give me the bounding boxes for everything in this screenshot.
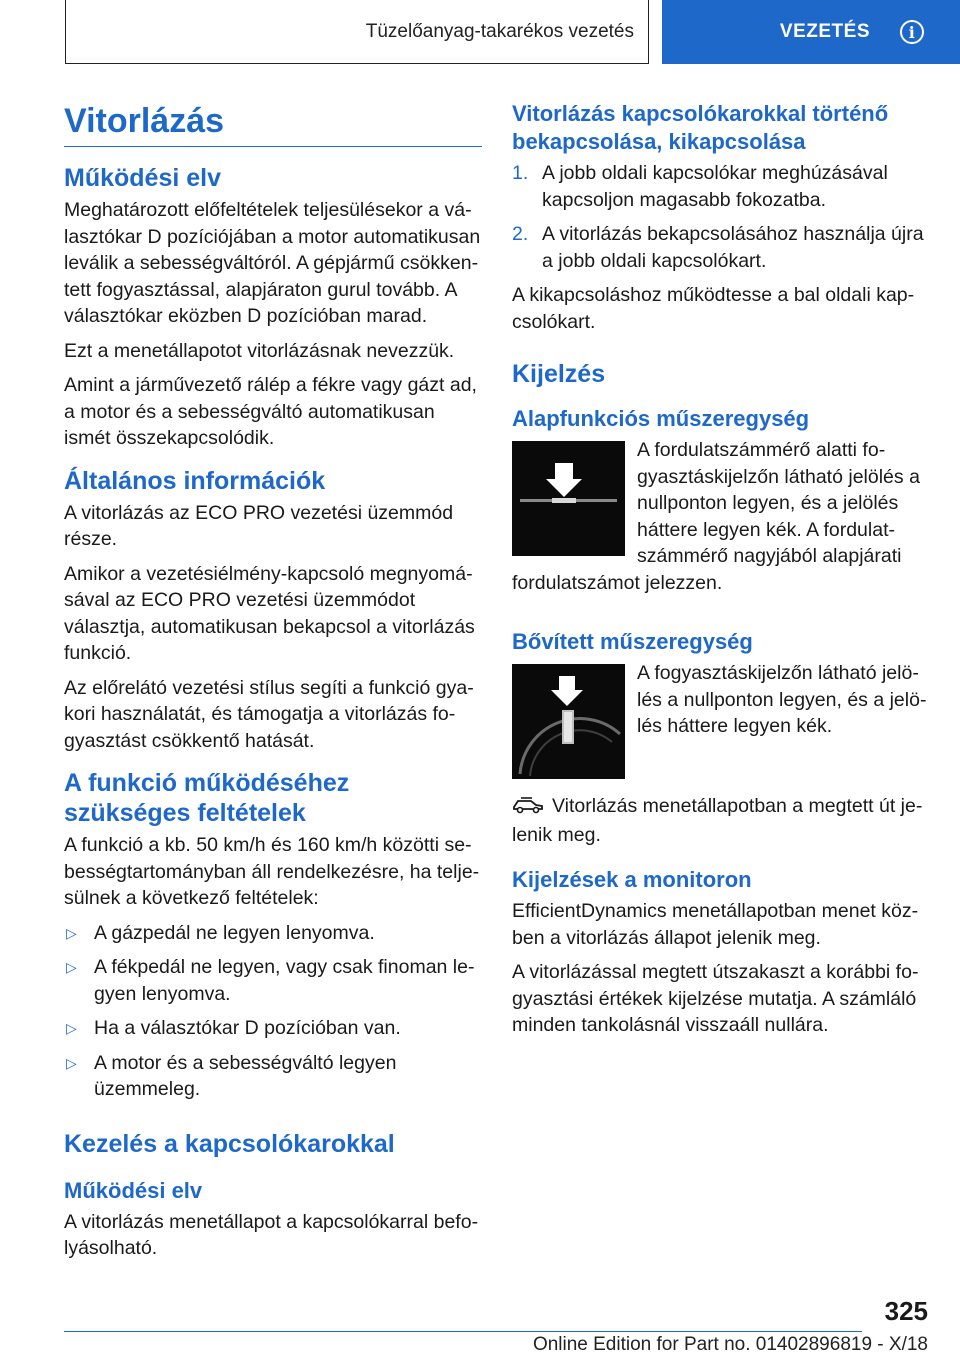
- list-item: 2. A vitorlázás bekapcsolásához használja újra a jobb oldali kapcsolókart.: [512, 223, 924, 272]
- gauge-arrow-icon: [512, 664, 625, 779]
- left-column: [64, 96, 482, 1270]
- list-item: ▷ A fékpedál ne legyen, vagy csak finoman legyen lenyomva.: [66, 956, 475, 1005]
- coasting-car-icon: [512, 794, 544, 822]
- bullet-triangle-icon: ▷: [66, 1020, 77, 1036]
- heading-feltetelek: A funkció működéséhez szükséges feltételek: [64, 769, 350, 827]
- paragraph: A vitorlázás menetállapot a kapcsolókarral befolyásolható.: [64, 1210, 479, 1259]
- header-chapter-tab[interactable]: [662, 0, 960, 64]
- heading-kijelzesek-monitoron: Kijelzések a monitoron: [512, 867, 752, 892]
- paragraph: A vitorlázás az ECO PRO vezetési üzemmód része.: [64, 501, 454, 550]
- heading-kezeles: Kezelés a kapcsolókarokkal: [64, 1129, 395, 1158]
- chapter-label: VEZETÉS: [779, 21, 870, 42]
- edition-footer: Online Edition for Part no. 01402896819 - X/18: [532, 1334, 928, 1355]
- paragraph: EfficientDynamics menetállapotban menet közben a vitorlázás állapot jelenik meg.: [512, 900, 919, 949]
- footer-divider: [64, 1331, 862, 1332]
- bullet-triangle-icon: ▷: [66, 959, 77, 975]
- paragraph: Az előrelátó vezetési stílus segíti a funkció gyakori használatát, és támogatja a vitorlázás fogyasztást csökkentő hatását.: [64, 676, 474, 752]
- page-number: 325: [884, 1296, 928, 1326]
- arrow-down-icon: [512, 441, 625, 556]
- paragraph: A fordulatszámmérő alatti fogyasztáskijelzőn látható jelölés a nullponton legyen, és a jelölés háttere legyen kék. A fordulatszámmérő nagyjából alapjárati fordulatszámot jelezzen.: [512, 439, 920, 594]
- heading-altalanos-informaciok: Általános információk: [64, 466, 326, 495]
- heading-kapcsolokar-be-ki: Vitorlázás kapcsolókarokkal történő bekapcsolása, kikapcsolása: [512, 101, 889, 154]
- extended-cluster-image: [512, 664, 625, 779]
- right-column: [512, 96, 928, 1047]
- list-item: ▷ A gázpedál ne legyen lenyomva.: [64, 920, 482, 947]
- section-title-text: Tüzelőanyag-takarékos vezetés: [365, 20, 634, 42]
- paragraph: A kikapcsoláshoz működtesse a bal oldali kapcsolókart.: [512, 284, 915, 333]
- list-item: ▷ Ha a választókar D pozícióban van.: [64, 1015, 482, 1042]
- list-item: ▷ A motor és a sebességváltó legyen üzemmeleg.: [66, 1051, 397, 1100]
- heading-mukodesi-elv: Működési elv: [64, 164, 221, 192]
- paragraph: Amikor a vezetésiélmény-kapcsoló megnyomásával az ECO PRO vezetési üzemmódot választja, automatikusan bekapcsol a vitorlázás funkció.: [64, 562, 475, 664]
- list-item: 1. A jobb oldali kapcsolókar meghúzásával kapcsoljon magasabb fokozatba.: [512, 162, 888, 211]
- page-title: Vitorlázás: [64, 96, 482, 147]
- conditions-list: [64, 920, 482, 1103]
- subheading-alapfunkcios: Alapfunkciós műszeregység: [512, 406, 810, 431]
- subheading-bovitett: Bővített műszeregység: [512, 629, 753, 654]
- bullet-triangle-icon: ▷: [66, 924, 77, 941]
- info-icon[interactable]: i: [900, 20, 924, 44]
- paragraph-with-icon: Vitorlázás menetállapotban a megtett út jelenik meg.: [512, 795, 923, 846]
- basic-cluster-image: [512, 441, 625, 556]
- subheading-mukodesi-elv: Működési elv: [64, 1177, 203, 1203]
- paragraph: A fogyasztáskijelzőn látható jelölés a nullponton legyen, és a jelölés háttere legyen kék.: [637, 662, 927, 737]
- header-section-title: [65, 0, 649, 64]
- paragraph: Ezt a menetállapotot vitorlázásnak nevezzük.: [64, 339, 455, 362]
- paragraph: Amint a járművezető rálép a fékre vagy gázt ad, a motor és a sebességváltó automatikusan ismét összekapcsolódik.: [64, 374, 477, 449]
- paragraph: A funkció a kb. 50 km/h és 160 km/h közötti sebességtartományban áll rendelkezésre, ha teljesülnek a következő feltételek:: [64, 834, 480, 909]
- bullet-triangle-icon: ▷: [66, 1054, 77, 1071]
- paragraph: A vitorlázással megtett útszakaszt a korábbi fogyasztási értékek kijelzése mutatja. A számláló minden tankolásnál visszaáll nullára.: [512, 961, 919, 1036]
- paragraph: Meghatározott előfeltételek teljesülésekor a választókar D pozíciójában a motor automatikusan leválik a sebességváltóról. A gépjármű csökkentett fogyasztással, alapjáraton gurul tovább. A választókar eközben D pozícióban marad.: [64, 199, 481, 327]
- steps-list: [512, 160, 928, 274]
- heading-kijelzes: Kijelzés: [512, 360, 606, 388]
